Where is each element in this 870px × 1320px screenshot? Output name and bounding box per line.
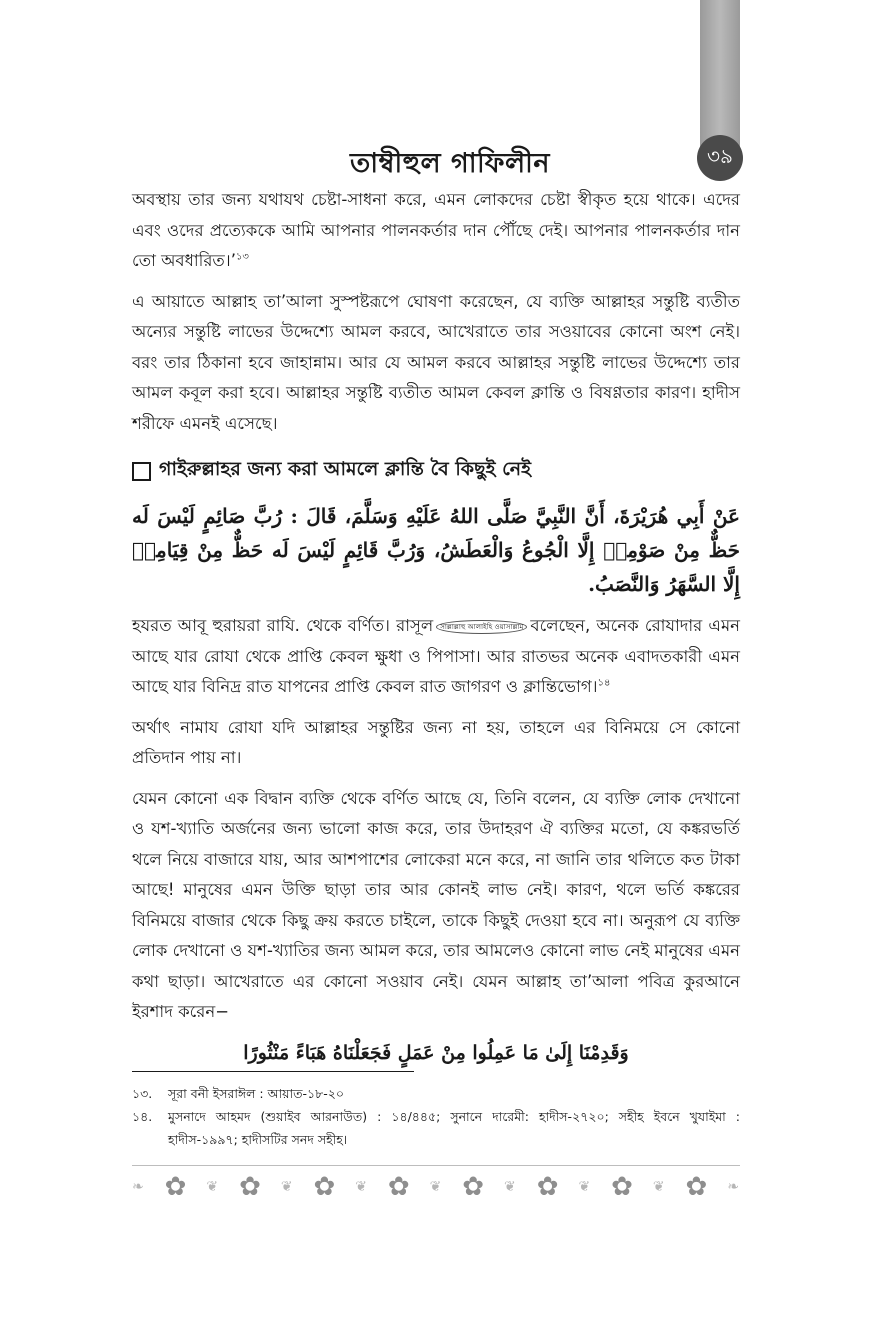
sprig-icon: ❦ (578, 1179, 592, 1195)
sprig-icon: ❧ (132, 1179, 145, 1195)
running-title: তাম্বীহুল গাফিলীন (350, 148, 550, 179)
flower-icon: ✿ (239, 1172, 261, 1202)
paragraph-2: এ আয়াতে আল্লাহ তা’আলা সুস্পষ্টরূপে ঘোষণা করেছেন, যে ব্যক্তি আল্লাহর সন্তুষ্টি ব্যতীত অন্যের সন্তুষ্টি লাভের উদ্দেশ্যে আমল করবে, আখেরাতে তার সওয়াবের কোনো অংশ নেই। বরং তার ঠিকানা হবে জাহান্নাম। আর যে আমল করবে আল্লাহর সন্তুষ্টি লাভের উদ্দেশ্যে তার আমল কবূল করা হবে। আল্লাহর সন্তুষ্টি ব্যতীত আমল কেবল ক্লান্তি ও বিষণ্ণতার কারণ। হাদীস শরীফে এমনই এসেছে। (132, 291, 740, 433)
footnote-item: ১৪. মুসনাদে আহমদ (শুয়াইব আরনাউত) : ১৪/৪৪৫; সুনানে দারেমী: হাদীস-২৭২০; সহীহ ইবনে খুযাইমা : হাদীস-১৯৯৭; হাদীসটির সনদ সহীহ। (132, 1109, 740, 1147)
footer-divider (132, 1165, 740, 1166)
footnote-divider (132, 1071, 414, 1072)
footnote-ref[interactable]: ১৩ (235, 251, 249, 263)
flower-icon: ✿ (164, 1172, 187, 1202)
flower-icon: ✿ (536, 1172, 559, 1202)
flower-icon: ✿ (313, 1172, 336, 1202)
arabic-verse: وَقَدِمْنَا إِلَىٰ مَا عَمِلُوا مِنْ عَمَلٍ فَجَعَلْنَاهُ هَبَاءً مَنْثُورًا (243, 1041, 629, 1064)
flower-icon: ✿ (685, 1172, 708, 1202)
sprig-icon: ❦ (355, 1179, 368, 1195)
arabic-hadith: عَنْ أَبِي هُرَيْرَةَ، أَنَّ النَّبِيَّ صَلَّى اللهُ عَلَيْهِ وَسَلَّمَ، قَالَ : رُبَّ صَائِمٍ لَيْسَ لَه حَظٌّ مِنْ صَوْمِهٖ إِلَّا الْجُوعُ وَالْعَطَشُ، وَرُبَّ قَائِمٍ لَيْسَ لَه حَظٌّ مِنْ قِيَامِهٖ إِلَّا السَّهَرُ وَالنَّصَبُ. (132, 504, 740, 596)
sprig-icon: ❦ (429, 1179, 443, 1195)
page-body (132, 185, 740, 1068)
sprig-icon: ❦ (652, 1179, 666, 1195)
footer-ornament (132, 1172, 740, 1202)
chapter-tab (700, 0, 740, 150)
footnote-item: ১৩. সূরা বনী ইসরাঈল : আয়াত-১৮-২০ (132, 1086, 345, 1101)
footnotes (132, 1082, 740, 1151)
sprig-icon: ❧ (727, 1179, 740, 1195)
sprig-icon: ❦ (280, 1179, 294, 1195)
paragraph-4: অর্থাৎ নামায রোযা যদি আল্লাহর সন্তুষ্টির জন্য না হয়, তাহলে এর বিনিময়ে সে কোনো প্রতিদান পায় না। (132, 717, 740, 767)
flower-icon: ✿ (462, 1172, 485, 1202)
paragraph-5: যেমন কোনো এক বিদ্বান ব্যক্তি থেকে বর্ণিত আছে যে, তিনি বলেন, যে ব্যক্তি লোক দেখানো ও যশ-খ্যাতি অর্জনের জন্য ভালো কাজ করে, তার উদাহরণ ঐ ব্যক্তির মতো, যে কঙ্করভর্তি থলে নিয়ে বাজারে যায়, আর আশপাশের লোকেরা মনে করে, না জানি তার থলিতে কত টাকা আছে! মানুষের এমন উক্তি ছাড়া তার আর কোনই লাভ নেই। কারণ, থলে ভর্তি কঙ্করের বিনিময়ে বাজার থেকে কিছু ক্রয় করতে চাইলে, তাকে কিছুই দেওয়া হবে না। অনুরূপ যে ব্যক্তি লোক দেখানো ও যশ-খ্যাতির জন্য আমল করে, তার আমলেও কোনো লাভ নেই মানুষের এমন কথা ছাড়া। আখেরাতে এর কোনো সওয়াব নেই। যেমন আল্লাহ তা’আলা পবিত্র কুরআনে ইরশাদ করেন− (132, 788, 740, 1021)
paragraph-3: হযরত আবূ হুরায়রা রাযি. থেকে বর্ণিত। রাসূল সাল্লাল্লাহু আলাইহি ওয়াসাল্লাম বলেছেন, অনেক রোযাদার এমন আছে যার রোযা থেকে প্রাপ্তি কেবল ক্ষুধা ও পিপাসা। আর রাতভর অনেক এবাদতকারী এমন আছে যার বিনিদ্র রাত যাপনের প্রাপ্তি কেবল রাত জাগরণ ও ক্লান্তিভোগ।$^{১৪}$ (132, 616, 740, 696)
paragraph-1: অবস্থায় তার জন্য যথাযথ চেষ্টা-সাধনা করে, এমন লোকদের চেষ্টা স্বীকৃত হয়ে থাকে। এদের এবং ওদের প্রত্যেককে আমি আপনার পালনকর্তার দান পৌঁছে দেই। আপনার পালনকর্তার দান তো অবধারিত।’$^{১৩}$ (132, 190, 740, 270)
sprig-icon: ❦ (504, 1179, 517, 1195)
page-number-badge: ৩৯ (697, 135, 743, 181)
section-heading-text: গাইরুল্লাহর জন্য করা আমলে ক্লান্তি বৈ কিছুই নেই (159, 458, 532, 480)
salla-mark: সাল্লাল্লাহু আলাইহি ওয়াসাল্লাম (436, 620, 527, 634)
flower-icon: ✿ (387, 1172, 410, 1202)
footnote-ref[interactable]: ১৪ (597, 677, 611, 689)
flower-icon: ✿ (611, 1172, 633, 1202)
section-heading (132, 455, 740, 487)
checkbox-square-icon (132, 462, 151, 481)
sprig-icon: ❦ (206, 1179, 220, 1195)
